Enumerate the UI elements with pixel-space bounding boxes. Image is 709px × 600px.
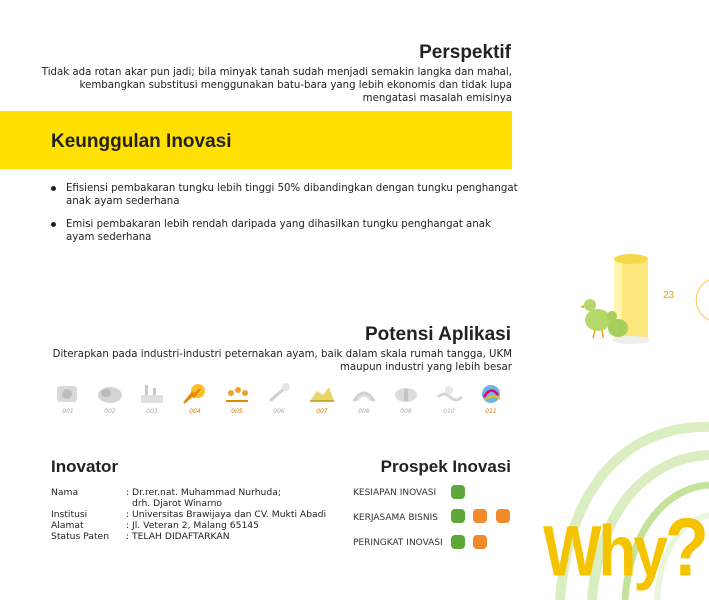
keunggulan-item: Emisi pembakaran lebih rendah daripada yang dihasilkan tungku penghangat anak ayam sederhana — [51, 218, 519, 244]
icon-number: 005 — [231, 408, 243, 415]
info-value: : Universitas Brawijaya dan CV. Mukti Abadi — [126, 509, 327, 520]
machine-icon — [49, 381, 87, 419]
info-label: Alamat — [51, 520, 84, 531]
health-icon — [387, 381, 425, 419]
info-value: : Jl. Veteran 2, Malang 65145 — [126, 520, 259, 531]
icon-number: 007 — [316, 408, 328, 415]
potensi-title: Potensi Aplikasi — [364, 324, 511, 345]
icon-number: 001 — [62, 408, 74, 415]
icon-number: 004 — [189, 408, 201, 415]
info-label: Nama — [51, 487, 79, 498]
info-label: Status Paten — [51, 531, 110, 542]
rank-badge-icon — [473, 535, 487, 549]
rank-badge-icon — [451, 535, 465, 549]
why-mark: ? — [664, 501, 706, 594]
keunggulan-item: Efisiensi pembakaran tungku lebih tinggi 50% dibandingkan dengan tungku penghangat anak ayam sederhana — [51, 182, 519, 208]
keunggulan-title: Keunggulan Inovasi — [51, 131, 232, 152]
icon-number: 003 — [146, 408, 158, 415]
prospek-kerjasama-label: KERJASAMA BISNIS — [353, 513, 438, 523]
collaboration-badge-icon — [451, 509, 465, 523]
inovator-title: Inovator — [51, 457, 119, 476]
keunggulan-list — [51, 182, 519, 254]
marine-icon — [430, 381, 468, 419]
prospek-title: Prospek Inovasi — [380, 457, 511, 476]
why-logo — [543, 501, 706, 594]
icon-number: 010 — [443, 408, 455, 415]
prospek-peringkat-label: PERINGKAT INOVASI — [353, 538, 443, 548]
page-number: 23 — [663, 290, 675, 301]
info-value: drh. Djarot Winarno — [132, 498, 223, 509]
info-value: : TELAH DIDAFTARKAN — [126, 531, 230, 542]
info-value: : Dr.rer.nat. Muhammad Nurhuda; — [126, 487, 281, 498]
icon-number: 011 — [485, 408, 497, 415]
readiness-badge-icon — [451, 485, 465, 499]
collaboration-badge-icon — [473, 509, 487, 523]
prospek-kesiapan-label: KESIAPAN INOVASI — [353, 488, 437, 498]
why-word: Why — [543, 512, 665, 592]
agriculture-icon — [218, 381, 256, 419]
icon-number: 008 — [358, 408, 370, 415]
factory-icon — [133, 381, 171, 419]
application-icons-row — [49, 381, 514, 419]
environment-icon — [472, 381, 510, 419]
icon-number: 006 — [273, 408, 285, 415]
perspektif-text: Tidak ada rotan akar pun jadi; bila minyak tanah sudah menjadi semakin langka dan mahal, kembangkan substitusi menggunakan batu-bara yang lebih ekonomis dan tidak lupa mengatasi masalah emisinya — [41, 67, 512, 104]
energy-icon — [176, 381, 214, 419]
textile-icon — [345, 381, 383, 419]
icon-number: 002 — [104, 408, 116, 415]
food-icon — [91, 381, 129, 419]
perspektif-title: Perspektif — [419, 42, 511, 63]
info-label: Institusi — [51, 509, 88, 520]
tools-icon — [260, 381, 298, 419]
land-icon — [303, 381, 341, 419]
collaboration-badge-icon — [496, 509, 510, 523]
icon-number: 009 — [400, 408, 412, 415]
potensi-text: Diterapkan pada industri-industri peternakan ayam, baik dalam skala rumah tangga, UKM maupun industri yang lebih besar — [52, 349, 512, 373]
